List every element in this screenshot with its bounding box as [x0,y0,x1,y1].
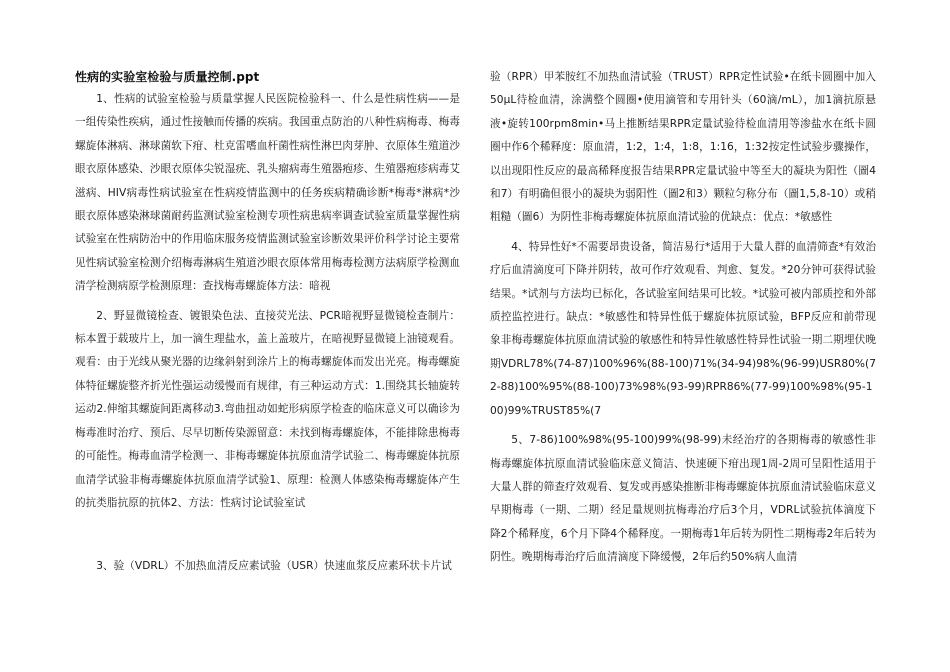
paragraph-1: 1、性病的试验室检验与质量掌握人民医院检验科一、什么是性病性病——是一组传染性疾病，通过性接触而传播的疾病。我国重点防治的八种性病梅毒、梅毒螺旋体淋病、淋球菌软下疳、杜克雷嗜血杆菌性病性淋巴肉芽肿、衣原体生殖道沙眼衣原体感染、沙眼衣原体尖锐湿疣、乳头瘤病毒生殖器疱疹、生殖器疱疹病毒艾滋病、HIV病毒性病试验室在性病疫情监测中的任务疾病精确诊断*梅毒*淋病*沙眼衣原体感染淋球菌耐药监测试验室检测专项性病患病率调查试验室质量掌握性病试验室在性病防治中的作用临床服务疫情监测试验室诊断效果评价科学讨论主要常见性病试验室检测介绍梅毒淋病生殖道沙眼衣原体常用梅毒检测方法病原学检测血清学检测病原学检测原理：查找梅毒螺旋体方法：暗视 [75,93,460,293]
paragraph-2: 2、野显微镜检查、镀银染色法、直接荧光法、PCR暗视野显微镜检查制片：标本置于载玻片上，加一滴生理盐水，盖上盖玻片，在暗视野显微镜上油镜观看。观看：由于光线从聚光器的边缘斜射到涂片上的梅毒螺旋体而发出光亮。梅毒螺旋体特征螺旋整齐折光性强运动缓慢而有规律，有三种运动方式：1.围绕其长轴旋转运动2.伸缩其螺旋间距离移动3.弯曲扭动如蛇形病原学检查的临床意义可以确诊为梅毒准时治疗、预后、尽早切断传染源留意：未找到梅毒螺旋体，不能排除患梅毒的可能性。梅毒血清学检测一、非梅毒螺旋体抗原血清学试验二、梅毒螺旋体抗原血清学试验非梅毒螺旋体抗原血清学试验1、原理：检测人体感染梅毒螺旋体产生的抗类脂抗原的抗体2、方法：性病讨论试验室试 [75,309,460,509]
right-column [490,66,876,576]
paragraph-5: 5、7-86)100%98%(95-100)99%(98-99)未经治疗的各期梅毒的敏感性非梅毒螺旋体抗原血清试验临床意义简洁、快速硬下疳出现1周-2周可呈阳性适用于大量人群的筛查疗效观看、复发或再感染推断非梅毒螺旋体抗原血清试验临床意义早期梅毒（一期、二期）经足量规则抗梅毒治疗后3个月，VDRL试验抗体滴度下降2个稀释度，6个月下降4个稀释度。一期梅毒1年后转为阴性二期梅毒2年后转为阴性。晚期梅毒治疗后血清滴度下降缓慢，2年后约50%病人血清 [490,434,876,564]
paragraph-3: 3、验（VDRL）不加热血清反应素试验（USR）快速血浆反应素环状卡片试 [96,560,452,573]
document-title: 性病的实验室检验与质量控制.ppt [75,70,260,84]
left-column [75,66,460,585]
paragraph-3-continued: 验（RPR）甲苯胺红不加热血清试验（TRUST）RPR定性试验•在纸卡圆圈中加入50μL待检血清，涂满整个圆圈•使用滴管和专用针头（60滴/mL），加1滴抗原悬液•旋转100rpm8min•马上推断结果RPR定量试验待检血清用等渗盐水在纸卡圆圈中作6个稀释度：原血清，1:2，1:4，1:8，1:16，1:32按定性试验步骤操作，以出现阳性反应的最高稀释度报告结果RPR定量试验中等至大的凝块为阳性（圖4和7）有明确但很小的凝块为弱阳性（圖2和3）颗粒匀称分布（圖1,5,8-10）或稍粗糙（圖6）为阴性非梅毒螺旋体抗原血清试验的优缺点：优点：*敏感性 [490,71,876,224]
paragraph-4: 4、特异性好*不需要昂贵设备，简洁易行*适用于大量人群的血清筛查*有效治疗后血清滴度可下降并阴转，故可作疗效观看、判愈、复发。*20分钟可获得试验结果。*试剂与方法均已标化，各试验室间结果可比较。*试验可被内部质控和外部质控监控进行。缺点：*敏感性和特异性低于螺旋体抗原试验，BFP反应和前带现象非梅毒螺旋体抗原血清试验的敏感性和特异性敏感性特异性试验一期二期埋伏晚期VDRL78%(74-87)100%96%(88-100)71%(34-94)98%(96-99)USR80%(72-88)100%95%(88-100)73%98%(93-99)RPR86%(77-99)100%98%(95-100)99%TRUST85%(7 [490,240,876,417]
